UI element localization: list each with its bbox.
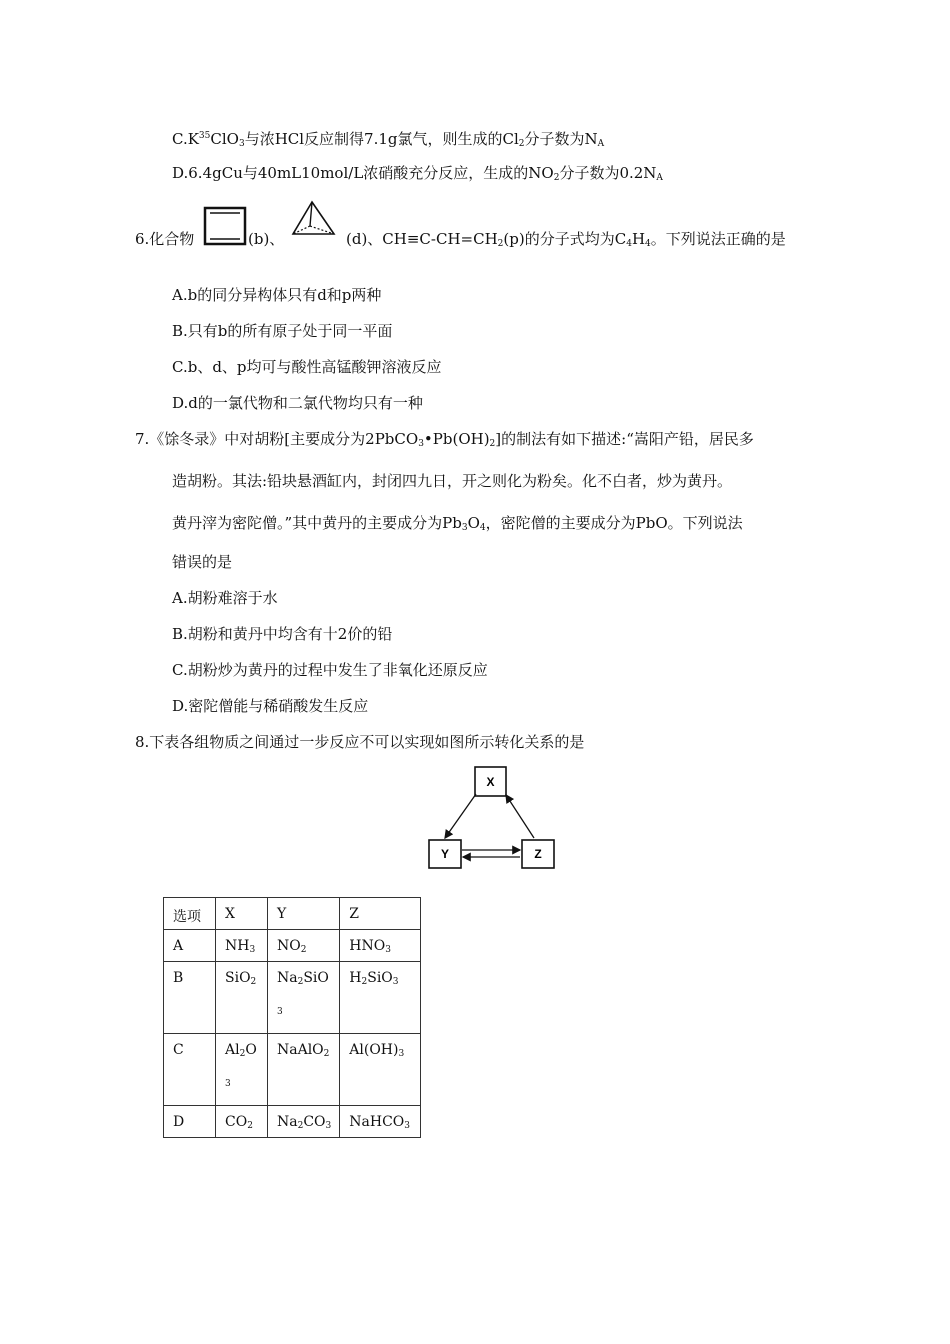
- header-cell: Y: [268, 898, 340, 930]
- conversion-diagram: [426, 764, 558, 872]
- table-cell: $NO_2$: [268, 930, 340, 962]
- header-cell: X: [216, 898, 268, 930]
- q8-stem: 8.下表各组物质之间通过一步反应不可以实现如图所示转化关系的是: [135, 733, 585, 751]
- q5-option-d: D.6.4gCu与40mL10mol/L浓硝酸充分反应，生成的$NO_2$分子数为$0.2N_A$: [172, 164, 663, 183]
- table-cell: $H_2SiO_3$: [340, 962, 421, 1034]
- table-row: [164, 1034, 421, 1106]
- table-cell: A: [164, 930, 216, 962]
- table-cell: $CO_2$: [216, 1106, 268, 1138]
- q7-stem-line4: 错误的是: [172, 553, 233, 571]
- table-row: [164, 962, 421, 1034]
- table-header-row: [164, 898, 421, 930]
- table-cell: NaAlO$_2$: [268, 1034, 340, 1106]
- header-cell: 选项: [164, 898, 216, 930]
- q7-option-c: C.胡粉炒为黄丹的过程中发生了非氧化还原反应: [172, 661, 488, 679]
- arrow-x-to-y: [445, 794, 476, 838]
- q6-stem-rest: (d)、$CH\equiv C-CH=CH_2(p)$的分子式均为$C_4H_4$。下列说法正确的是: [346, 230, 786, 249]
- node-x-label: X: [486, 775, 495, 789]
- node-z-label: Z: [534, 847, 542, 861]
- table-cell: NaHCO$_3$: [340, 1106, 421, 1138]
- table-cell: B: [164, 962, 216, 1034]
- q5-option-c: $C.K^{35}ClO_3$与浓HCl反应制得7.1g氯气，则生成的$Cl_2$分子数为$N_A$: [172, 130, 605, 149]
- table-cell: $Na_2SiO$ 3: [268, 962, 340, 1034]
- table-cell: $Al_2O$ 3: [216, 1034, 268, 1106]
- table-cell: C: [164, 1034, 216, 1106]
- table-cell: SiO$_2$: [216, 962, 268, 1034]
- q7-option-a: A.胡粉难溶于水: [172, 589, 278, 607]
- q6-option-c: C.b、d、p均可与酸性高锰酸钾溶液反应: [172, 358, 442, 376]
- q7-stem-line2: 造胡粉。其法:铅块悬酒缸内，封闭四九日，开之则化为粉矣。化不白者，炒为黄丹。: [172, 472, 733, 490]
- q7-option-b: B.胡粉和黄丹中均含有十2价的铅: [172, 625, 393, 643]
- table-cell: $NH_3$: [216, 930, 268, 962]
- arrow-z-to-x: [506, 795, 534, 838]
- q6-option-d: D.d的一氯代物和二氯代物均只有一种: [172, 394, 423, 412]
- options-table: [163, 897, 421, 1138]
- q7-option-d: D.密陀僧能与稀硝酸发生反应: [172, 697, 369, 715]
- table-cell: $HNO_3$: [340, 930, 421, 962]
- q6-option-b: B.只有b的所有原子处于同一平面: [172, 322, 393, 340]
- node-y-label: Y: [440, 847, 450, 861]
- q6-option-a: A.b的同分异构体只有d和p两种: [172, 286, 382, 304]
- q6-stem-start: 6.化合物: [135, 230, 195, 248]
- cyclobutadiene-structure-icon: [202, 205, 248, 247]
- q7-stem-line1: 7.《馀冬录》中对胡粉[主要成分为$2PbCO_3•Pb(OH)_2$]的制法有如下描述:“嵩阳产铅，居民多: [135, 430, 754, 449]
- table-cell: D: [164, 1106, 216, 1138]
- tetrahedrane-structure-icon: [288, 198, 340, 242]
- q6-stem-b: (b)、: [248, 230, 285, 248]
- table-row: [164, 1106, 421, 1138]
- table-row: [164, 930, 421, 962]
- header-cell: Z: [340, 898, 421, 930]
- q7-stem-line3: 黄丹滓为密陀僧。”其中黄丹的主要成分为$Pb_3O_4$，密陀僧的主要成分为PbO。下列说法: [172, 514, 743, 533]
- table-cell: $Na_2CO_3$: [268, 1106, 340, 1138]
- table-cell: $Al(OH)_3$: [340, 1034, 421, 1106]
